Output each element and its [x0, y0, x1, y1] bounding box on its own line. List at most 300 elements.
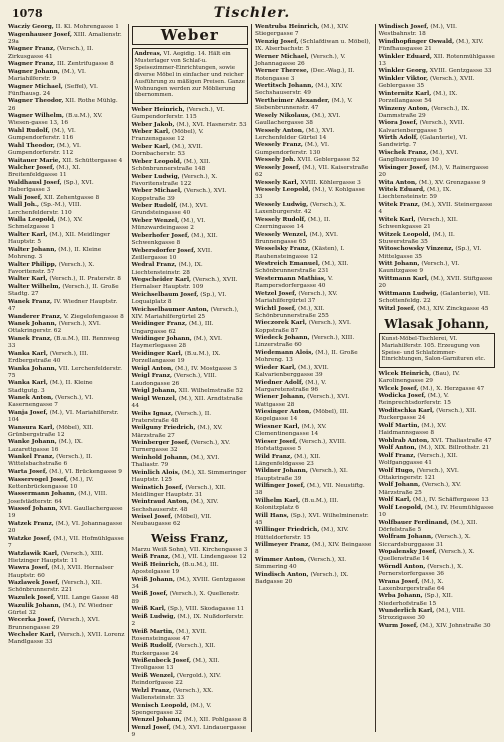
- entry-details: (Versch.), IX. Badgasse 20: [255, 571, 349, 586]
- entry-details: (Versch.), VI. Gumpendorferstr. 115: [131, 106, 225, 120]
- entry-details: (Versch.), II. Große Stadtg. 27: [8, 283, 119, 298]
- entry-details: (Versch.), X. Quellenstraße 14: [378, 549, 475, 563]
- directory-entry: [8, 128, 125, 142]
- entry-name: Wessely Wenzel,: [255, 231, 308, 238]
- entry-name: Weiß Martin,: [131, 628, 175, 635]
- directory-entry: [132, 688, 249, 702]
- directory-entry: [255, 54, 372, 68]
- directory-entry: [132, 277, 249, 291]
- entry-name: Wagner Michael,: [8, 83, 63, 90]
- entry-name: Wacziy Georg,: [8, 24, 54, 30]
- entry-name: Weichselbaumer Anton,: [131, 306, 209, 313]
- entry-name: Warta Josef,: [8, 469, 48, 476]
- entry-details: (M.), XVIII. Gentzgasse 34: [131, 576, 246, 590]
- entry-details: (Versch.), XVI. Ottakringerstr. 62: [8, 321, 101, 335]
- entry-name: Wittmann Ludwig,: [378, 290, 439, 297]
- entry-details: (M.), XIX. Billrothstr. 21: [418, 445, 490, 452]
- directory-entry: [255, 557, 372, 571]
- entry-details: (B.u.M.), III. Kolonitzplatz 6: [255, 497, 339, 512]
- entry-name: Weinstich Josef,: [131, 484, 184, 491]
- directory-entry: [379, 371, 496, 385]
- entry-name: Wassof Johann,: [8, 506, 58, 513]
- entry-details: XVIII. Gentzgasse 33: [429, 68, 492, 75]
- entry-name: Witek Franz,: [378, 201, 420, 208]
- directory-entry: [132, 499, 249, 513]
- entry-name: Weihs Ignaz,: [131, 410, 173, 417]
- entry-name: Walla Leopold,: [8, 217, 56, 224]
- entry-details: (M.), II. Czerningasse 14: [255, 216, 331, 230]
- entry-details: (Versch.), X. Quellenstr. 89: [131, 591, 240, 605]
- entry-name: Wanka Johann,: [8, 365, 57, 372]
- entry-details: (M.), XII. Schönbrunnerstraße 255: [255, 305, 329, 319]
- entry-name: Webersdorfer Josef,: [131, 247, 196, 254]
- entry-name: Wanek Franz,: [8, 335, 53, 342]
- entry-name: Willmeyer Franz,: [255, 542, 311, 549]
- advertisement-box: [132, 48, 249, 104]
- entry-details: (Sp.), XII. Niederhofstraße 15: [378, 593, 453, 607]
- directory-entry: [379, 165, 496, 179]
- entry-name: Wieczorek Karl,: [255, 320, 307, 327]
- entry-details: (M.), VI. Johannagasse 20: [8, 521, 123, 535]
- directory-entry: [255, 217, 372, 231]
- entry-details: XII. Zehentgasse 8: [43, 194, 100, 201]
- entry-details: II. Kl. Mohrengasse 1: [55, 24, 119, 30]
- entry-details: (M.), XVII. Steinergasse 4: [378, 201, 493, 216]
- entry-details: (Versch.), II. Praterstraße 48: [131, 410, 212, 424]
- entry-details: (Möbel), VII. Neubaugasse 62: [131, 514, 212, 528]
- directory-entry: [8, 565, 125, 579]
- directory-entry: [132, 425, 249, 439]
- entry-details: (Versch.), XII. Schwenkgasse 21: [378, 216, 458, 230]
- directory-entry: [255, 439, 372, 453]
- entry-details: (Versch.), XII. Ruckergasse 24: [378, 407, 477, 422]
- entry-details: (M.), IV. Schäffergasse 13: [413, 497, 489, 504]
- directory-entry: [379, 579, 496, 593]
- directory-entry: [379, 520, 496, 534]
- entry-details: (Versch.), XVI. Brunnengasse 29: [8, 617, 100, 631]
- entry-details: (Versch.), XIV. Mariahilfergürtel 25: [131, 306, 239, 320]
- entry-name: Weber Heinrich,: [131, 106, 185, 113]
- directory-entry: [379, 593, 496, 607]
- entry-details: (Versch.), XVI. Koppstraße 87: [255, 320, 351, 334]
- entry-name: Walter Karl,: [8, 231, 48, 238]
- entry-details: VII. Lerchenfelderstr. 75: [8, 365, 122, 379]
- entry-details: (M.), XII. Arndtstraße 44: [131, 395, 243, 410]
- section-heading: Weber: [132, 26, 249, 45]
- entry-details: (M.), II. Große Mohreng. 13: [255, 349, 358, 364]
- entry-details: (M.), VI. Mariahilferstr. 104: [8, 409, 119, 424]
- directory-entry: [255, 232, 372, 246]
- entry-name: Wertitsch Johann,: [255, 83, 314, 90]
- entry-name: Weilguny Friedrich,: [131, 425, 196, 432]
- entry-details: (M.), X. Laxenburgerstraße 64: [378, 578, 445, 592]
- entry-name: Wildner Johann,: [255, 468, 308, 475]
- entry-details: (Versch.), X. Siccardsburggasse 31: [378, 534, 471, 548]
- entry-details: (Versch.), III. Erdbergstraße 40: [8, 350, 89, 364]
- entry-name: Walter Karl,: [8, 276, 48, 283]
- entry-name: Watzke Josef,: [8, 535, 52, 542]
- entry-name: Wolf Hugo,: [378, 467, 415, 474]
- entry-details: (M.), VIII. Josefstädterstr. 64: [8, 491, 108, 505]
- entry-details: (Versch.), XV. Mariahilfergürtel 37: [255, 290, 338, 304]
- directory-entry: [255, 454, 372, 468]
- entry-name: Windhopfinger Oswald,: [378, 38, 455, 45]
- directory-entry: [255, 246, 372, 260]
- entry-details: (Dec.-Wag.), II. Rotengasse 3: [255, 68, 355, 82]
- entry-details: (M.), VII. Hofmühlgasse 7: [8, 535, 124, 550]
- entry-name: Wanja Josef,: [8, 409, 48, 416]
- directory-entry: [379, 505, 496, 519]
- directory-entry: [8, 454, 125, 468]
- entry-name: Weinberger Josef,: [131, 440, 190, 447]
- entry-details: (Versch.), XVI. Koppstraße 39: [131, 188, 227, 202]
- entry-details: (M.), VIII. Strozzigasse 30: [378, 608, 465, 622]
- entry-details: (M.), XII. Schönbrunnerstraße 231: [255, 261, 349, 275]
- directory-entry: [379, 68, 496, 75]
- entry-details: (M.), XIV. Stiegergasse 7: [255, 24, 349, 38]
- entry-name: Weber Michael,: [131, 188, 183, 195]
- directory-entry: [255, 409, 372, 423]
- entry-details: (M.), XIV. Sechshauserstr. 48: [131, 499, 219, 513]
- entry-details: IV. Wiedner Hauptstr. 47: [8, 298, 118, 312]
- entry-details: (M.), XVI. Hasnerstr. 53: [176, 121, 247, 128]
- directory-entry: [8, 158, 125, 165]
- entry-name: Wopalensky Josef,: [378, 549, 437, 556]
- directory-entry: [255, 291, 372, 305]
- entry-details: XVIII. Köhlergasse 3: [300, 179, 361, 186]
- entry-details: (Möbel), III. Kegelgasse 14: [255, 409, 349, 423]
- entry-name: Wali Josef,: [8, 194, 43, 201]
- directory-entry: [8, 165, 125, 179]
- entry-name: Walter Wilhelm,: [8, 283, 61, 290]
- entry-details: (M.), XII. Schönbrunnerstraße 148: [131, 158, 211, 172]
- entry-details: (M.), XVI. Grundsteingasse 40: [131, 203, 208, 217]
- entry-details: (Versch.), VI. Kasernengasse 7: [8, 395, 94, 409]
- entry-name: Wiener Johann,: [255, 394, 306, 401]
- entry-name: Walter Philipp,: [8, 261, 57, 268]
- directory-entry: [8, 506, 125, 520]
- entry-details: XVI. Gaullachergasse 19: [8, 506, 123, 520]
- entry-name: Wenzig Josef,: [255, 38, 299, 45]
- directory-entry: [132, 673, 249, 687]
- entry-name: Wiesinger Anton,: [255, 409, 312, 416]
- directory-entry: [8, 32, 125, 46]
- directory-entry: [132, 485, 249, 499]
- directory-entry: [135, 51, 246, 99]
- directory-entry: [379, 24, 496, 38]
- directory-entry: [255, 527, 372, 541]
- entry-name: Wanek Anton,: [8, 395, 54, 402]
- entry-details: (M.), VI. Münzwardeingasse 2: [131, 217, 206, 232]
- entry-details: (M.), XVII. Kalvarienberggasse 39: [255, 364, 329, 378]
- entry-details: (M.), IX. Porzellangasse 54: [378, 90, 458, 104]
- directory-entry: [132, 547, 249, 554]
- column-1: [8, 24, 129, 732]
- entry-name: Weidinger Franz,: [131, 321, 188, 328]
- entry-details: (M.), VI. Gumpendorferstr. 130: [255, 142, 330, 156]
- entry-details: XII. Wilhelmstraße 52: [178, 388, 244, 395]
- entry-name: Wessely Franz,: [255, 142, 303, 149]
- directory-entry: [132, 606, 249, 613]
- entry-details: (B.u.M.), IX. Porzellangasse 19: [131, 351, 221, 365]
- entry-name: Weber Karl,: [131, 129, 171, 136]
- entry-name: Wichtl Josef,: [255, 305, 297, 312]
- directory-entry: [379, 232, 496, 246]
- entry-name: Weiß Rudolf,: [131, 643, 174, 650]
- entry-name: Westermann Mathias,: [255, 275, 327, 282]
- entry-details: (Kästen), I. Rauhensteingasse 12: [255, 246, 345, 260]
- entry-name: Weigl Wenzel,: [131, 395, 177, 402]
- entry-name: Woditschka Karl,: [378, 407, 435, 414]
- directory-entry: [379, 423, 496, 437]
- entry-name: Weidinger Johann,: [131, 336, 192, 343]
- directory-entry: [8, 247, 125, 261]
- entry-name: Watzlawik Karl,: [8, 550, 59, 557]
- running-title: Tischler.: [213, 5, 291, 21]
- entry-name: Weintraud Anton,: [131, 499, 189, 506]
- entry-name: Wiedeck Johann,: [255, 335, 310, 342]
- entry-details: (Versch.), VI. Kaunitzgasse 9: [378, 261, 460, 275]
- directory-entry: [8, 336, 125, 350]
- entry-name: Windisch Josef,: [378, 24, 429, 30]
- entry-name: Wanke Johann,: [8, 439, 57, 446]
- directory-entry: [379, 150, 496, 164]
- entry-details: (M.), XVI. Thaliastr. 79: [131, 455, 220, 469]
- directory-entry: [8, 395, 125, 409]
- entry-details: (M.), XV. Grenzgasse 9: [418, 179, 486, 186]
- entry-details: (M.), XV. Clementinengasse 14: [255, 423, 327, 438]
- entry-name: Wirth Adolf,: [378, 135, 419, 142]
- entry-name: Wenzel Johann,: [131, 717, 182, 724]
- directory-entry: [8, 521, 125, 535]
- directory-entry: [8, 351, 125, 365]
- column-4: [379, 24, 499, 732]
- entry-details: VIII. Lange Gasse 48: [56, 595, 119, 602]
- entry-details: (M.), IX. Nußdorferstr. 2: [131, 613, 244, 628]
- entry-details: (M.), X. Herzgasse 47: [420, 385, 485, 392]
- directory-entry: [8, 580, 125, 594]
- entry-name: Wanka Karl,: [8, 350, 48, 357]
- entry-name: Walcher Josef,: [8, 165, 55, 172]
- entry-details: (M.), VI. Gumpendorferstr. 112: [8, 142, 82, 156]
- directory-entry: [132, 411, 249, 425]
- columns-container: [8, 24, 498, 739]
- entry-name: Wankel Franz,: [8, 454, 55, 461]
- directory-entry: [255, 113, 372, 127]
- directory-entry: [382, 336, 493, 364]
- entry-name: Wita Anton,: [378, 179, 418, 186]
- directory-entry: [8, 284, 125, 298]
- entry-name: Wörndl Anton,: [378, 563, 426, 570]
- subsection-heading: Weiss Franz,: [151, 531, 229, 545]
- directory-entry: [8, 380, 125, 394]
- entry-details: (M.), XII. Dörfelstraße 5: [378, 519, 478, 533]
- directory-entry: [8, 410, 125, 424]
- entry-name: Wilhelm Karl,: [255, 497, 301, 504]
- entry-name: Wrana Josef,: [378, 578, 420, 585]
- directory-entry: [379, 180, 496, 187]
- entry-details: V. Ziegelofengasse 8: [63, 313, 124, 320]
- directory-entry: [8, 551, 125, 565]
- entry-name: Wagner Theodor,: [8, 98, 64, 105]
- entry-details: (M.), IX. Liechtensteinstr. 59: [378, 187, 452, 201]
- entry-name: Winternitz Karl,: [378, 90, 432, 97]
- directory-entry: [379, 564, 496, 578]
- directory-entry: [132, 144, 249, 158]
- entry-details: (M.), XVII. Dornbacherstr. 53: [131, 143, 203, 158]
- entry-name: Werner Michael,: [255, 53, 309, 60]
- entry-details: (Vergold.), XIV. Reindorfgasse 22: [131, 673, 221, 687]
- entry-details: (M.), IX. Lazarettgasse 16: [8, 439, 83, 453]
- entry-details: (M.), XIV. Hütteldorferstr. 15: [255, 527, 349, 541]
- entry-name: Wisinger Josef,: [378, 164, 428, 171]
- directory-entry: [8, 202, 125, 216]
- entry-name: Witzl Josef,: [378, 305, 416, 312]
- entry-details: (M.), VI. Gumpendorferstr. 116: [8, 127, 76, 142]
- entry-name: Wiedemann Alois,: [255, 349, 314, 356]
- entry-name: Wetzel Josef,: [255, 290, 297, 297]
- entry-name: Wolf Johann,: [378, 482, 421, 489]
- entry-details: (Versch.), XII. Wolfganggasse 41: [378, 452, 458, 466]
- directory-entry: [8, 595, 125, 602]
- directory-entry: [8, 425, 125, 439]
- entry-details: (M.), V. Rainergasse 20: [378, 164, 489, 178]
- entry-name: Wieser Josef,: [255, 438, 298, 445]
- directory-entry: [8, 321, 125, 335]
- entry-details: (M.), XIV. Sechshauserstr. 49: [255, 83, 343, 97]
- entry-name: Andreas,: [134, 51, 162, 57]
- entry-name: Weiß Ludwig,: [131, 613, 176, 620]
- entry-name: Westreich Emanuel,: [255, 261, 321, 268]
- entry-details: (M.), VI. Mariahilferstr. 9: [8, 68, 86, 82]
- entry-name: Wahl Rudolf,: [8, 127, 50, 134]
- entry-details: (B.u.M.), III. Rennweg 33: [8, 335, 120, 350]
- entry-name: Wanderer Franz,: [8, 313, 62, 320]
- entry-details: (M.), IV. Heumühlgasse 10: [378, 504, 494, 518]
- directory-entry: [132, 336, 249, 350]
- directory-entry: [132, 703, 249, 717]
- entry-details: (M.), VII. Kaiserstraße 62: [255, 164, 369, 178]
- entry-name: Werner Therese,: [255, 68, 309, 75]
- directory-entry: [379, 76, 496, 90]
- entry-name: Wurm Josef,: [378, 623, 419, 630]
- directory-entry: [255, 261, 372, 275]
- entry-name: Wolf Karl,: [378, 497, 412, 504]
- directory-entry: [8, 180, 125, 194]
- entry-name: Wazulek Josef,: [8, 595, 56, 602]
- directory-entry: [8, 617, 125, 631]
- entry-name: Wimmer Anton,: [255, 557, 307, 564]
- directory-entry: [255, 365, 372, 379]
- directory-entry: [8, 366, 125, 380]
- directory-entry: [379, 91, 496, 105]
- entry-name: Weigl Franz,: [131, 373, 173, 380]
- entry-details: (M.), XIV. Zinckgasse 45: [417, 305, 489, 312]
- directory-entry: [132, 629, 249, 643]
- entry-name: Weiß Franz,: [131, 554, 171, 561]
- entry-details: (Schlafdiwan u. Möbel), IX. Alserbachstr. 5: [255, 38, 371, 52]
- entry-details: (M.), XII. Pohlgasse 8: [183, 717, 247, 724]
- entry-details: (M.), XII. Längenfeldgasse 23: [255, 453, 321, 467]
- entry-name: Wolfram Johann,: [378, 534, 434, 541]
- entry-name: Wolfbauer Ferdinand,: [378, 519, 449, 526]
- entry-details: (M.), IV. Mostgasse 3: [175, 365, 237, 372]
- directory-entry: [132, 725, 249, 739]
- directory-entry: [255, 306, 372, 320]
- entry-name: Waitauer Marie,: [8, 157, 61, 164]
- directory-entry: [8, 262, 125, 276]
- entry-name: Wiedner Adolf,: [255, 379, 304, 386]
- entry-details: (Versch.), XII. Meidlinger Hauptstr. 31: [131, 484, 226, 498]
- entry-name: Weber Karl,: [131, 143, 171, 150]
- entry-details: (M.), XVII. Stiftgasse 20: [378, 275, 493, 290]
- entry-name: Wassermann Johann,: [8, 491, 77, 498]
- entry-name: Wall Joh.,: [8, 202, 40, 209]
- entry-name: Wunderlich Karl,: [378, 608, 435, 615]
- entry-details: (M.), XI. Simmeringer Hauptstr. 125: [131, 469, 247, 484]
- entry-details: (Möbel), XII. Grünbergstraße 12: [8, 424, 94, 438]
- entry-details: (Versch.), XI. Hauptstraße 39: [255, 468, 348, 482]
- entry-details: (Versch.), II. Praterstr. 8: [49, 276, 121, 283]
- entry-name: Witzek Leopold,: [378, 231, 431, 238]
- entry-details: (Sp.), XVI. Wilhelminenstr. 45: [255, 512, 369, 526]
- directory-entry: [255, 157, 372, 164]
- entry-name: Wecerka Josef,: [8, 617, 56, 624]
- directory-entry: [132, 218, 249, 232]
- directory-entry: [255, 394, 372, 408]
- entry-name: Weiß Johann,: [131, 576, 175, 583]
- entry-details: (M.), XV. Schmelzgasse 1: [8, 217, 83, 231]
- entry-details: V. Rampersdorfergasse 40: [255, 275, 333, 290]
- directory-entry: [132, 174, 249, 188]
- directory-entry: [132, 470, 249, 484]
- entry-name: Wanek Franz,: [8, 298, 53, 305]
- directory-entry: [132, 717, 249, 724]
- entry-details: (Versch.), X. Favoritenstr. 57: [8, 261, 95, 275]
- entry-details: (M.), VII. Westbahnstr. 18: [378, 24, 458, 38]
- entry-details: (Versch.), XVI. Wattgasse 28: [255, 394, 350, 408]
- entry-name: Winkler Viktor,: [378, 75, 429, 82]
- entry-details: (Seffel), VI. Fünfhausg. 24: [8, 83, 99, 97]
- entry-name: Witt Johann,: [378, 261, 420, 268]
- entry-details: (Versch.), X. Favoritenstraße 122: [131, 173, 218, 187]
- directory-entry: [255, 513, 372, 527]
- entry-name: Wentruba Heinrich,: [255, 24, 320, 30]
- entry-name: Weiß Josef,: [131, 591, 168, 598]
- directory-entry: [132, 440, 249, 454]
- directory-entry: [8, 477, 125, 491]
- entry-details: (Versch.), XV. Turnergasse 32: [131, 440, 231, 454]
- directory-entry: [132, 396, 249, 410]
- column-2: [131, 24, 253, 739]
- entry-details: (Versch.), XVII. Lorenz Mandlgasse 33: [8, 632, 125, 646]
- entry-name: Watzek Franz,: [8, 521, 54, 528]
- entry-details: (M.), II. Stuwerstraße 35: [378, 231, 455, 245]
- directory-entry: [255, 68, 372, 82]
- entry-details: (Versch.), XVII. Kalvarienberggasse 5: [378, 120, 465, 134]
- entry-details: (Versch.), XII. Schönbrunnerstr. 221: [8, 580, 102, 594]
- directory-entry: [132, 107, 249, 121]
- directory-entry: [255, 165, 372, 179]
- entry-name: Wittmann Karl,: [378, 275, 429, 282]
- directory-entry: [132, 562, 249, 576]
- page-number: 1078: [12, 7, 43, 20]
- entry-name: Wiora Josef,: [378, 120, 418, 127]
- entry-name: Wessely Leopold,: [255, 187, 311, 194]
- entry-details: XII. Rotenmühlgasse 13: [378, 53, 495, 67]
- entry-details: (M.), VII. Neustiftg. 38: [255, 483, 365, 497]
- directory-entry: [132, 122, 249, 129]
